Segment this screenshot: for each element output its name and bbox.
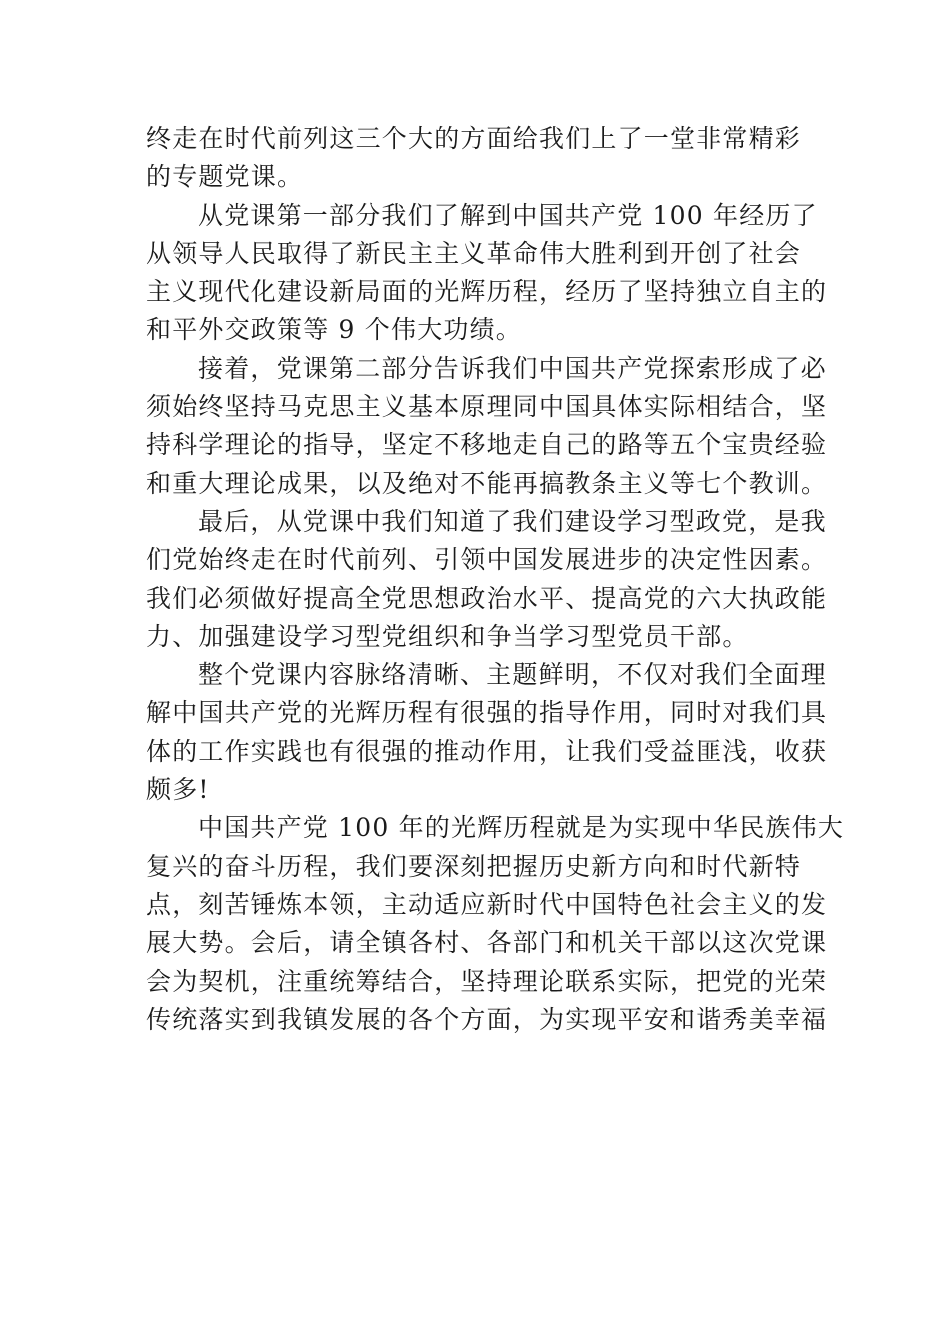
paragraph-start-line: 中国共产党 100 年的光辉历程就是为实现中华民族伟大 [198, 813, 845, 843]
text-line: 传统落实到我镇发展的各个方面，为实现平安和谐秀美幸福 [146, 1004, 828, 1034]
text-line: 的专题党课。 [146, 162, 304, 192]
text-line: 复兴的奋斗历程，我们要深刻把握历史新方向和时代新特 [146, 851, 802, 881]
text-line: 从领导人民取得了新民主主义革命伟大胜利到开创了社会 [146, 238, 802, 268]
text-line: 展大势。会后，请全镇各村、各部门和机关干部以这次党课 [146, 928, 828, 958]
text-line: 体的工作实践也有很强的推动作用，让我们受益匪浅，收获 [146, 736, 828, 766]
text-line: 解中国共产党的光辉历程有很强的指导作用，同时对我们具 [146, 698, 828, 728]
text-line: 会为契机，注重统筹结合，坚持理论联系实际，把党的光荣 [146, 966, 828, 996]
paragraph-start-line: 接着，党课第二部分告诉我们中国共产党探索形成了必 [198, 353, 827, 383]
text-line: 们党始终走在时代前列、引领中国发展进步的决定性因素。 [146, 545, 828, 575]
paragraph-start-line: 最后，从党课中我们知道了我们建设学习型政党，是我 [198, 506, 827, 536]
body-text [146, 120, 845, 1039]
text-line: 主义现代化建设新局面的光辉历程，经历了坚持独立自主的 [146, 277, 828, 307]
text-line: 颇多! [146, 775, 210, 805]
text-line: 持科学理论的指导，坚定不移地走自己的路等五个宝贵经验 [146, 430, 828, 460]
paragraph-start-line: 整个党课内容脉络清晰、主题鲜明，不仅对我们全面理 [198, 660, 827, 690]
text-line: 力、加强建设学习型党组织和争当学习型党员干部。 [146, 621, 749, 651]
text-line: 须始终坚持马克思主义基本原理同中国具体实际相结合，坚 [146, 392, 828, 422]
text-line: 我们必须做好提高全党思想政治水平、提高党的六大执政能 [146, 583, 828, 613]
paragraph-start-line: 从党课第一部分我们了解到中国共产党 100 年经历了 [198, 200, 818, 230]
text-line: 和平外交政策等 9 个伟大功绩。 [146, 315, 523, 345]
text-line: 和重大理论成果，以及绝对不能再搞教条主义等七个教训。 [146, 468, 828, 498]
text-line: 点，刻苦锤炼本领，主动适应新时代中国特色社会主义的发 [146, 889, 828, 919]
text-line: 终走在时代前列这三个大的方面给我们上了一堂非常精彩 [146, 124, 802, 153]
